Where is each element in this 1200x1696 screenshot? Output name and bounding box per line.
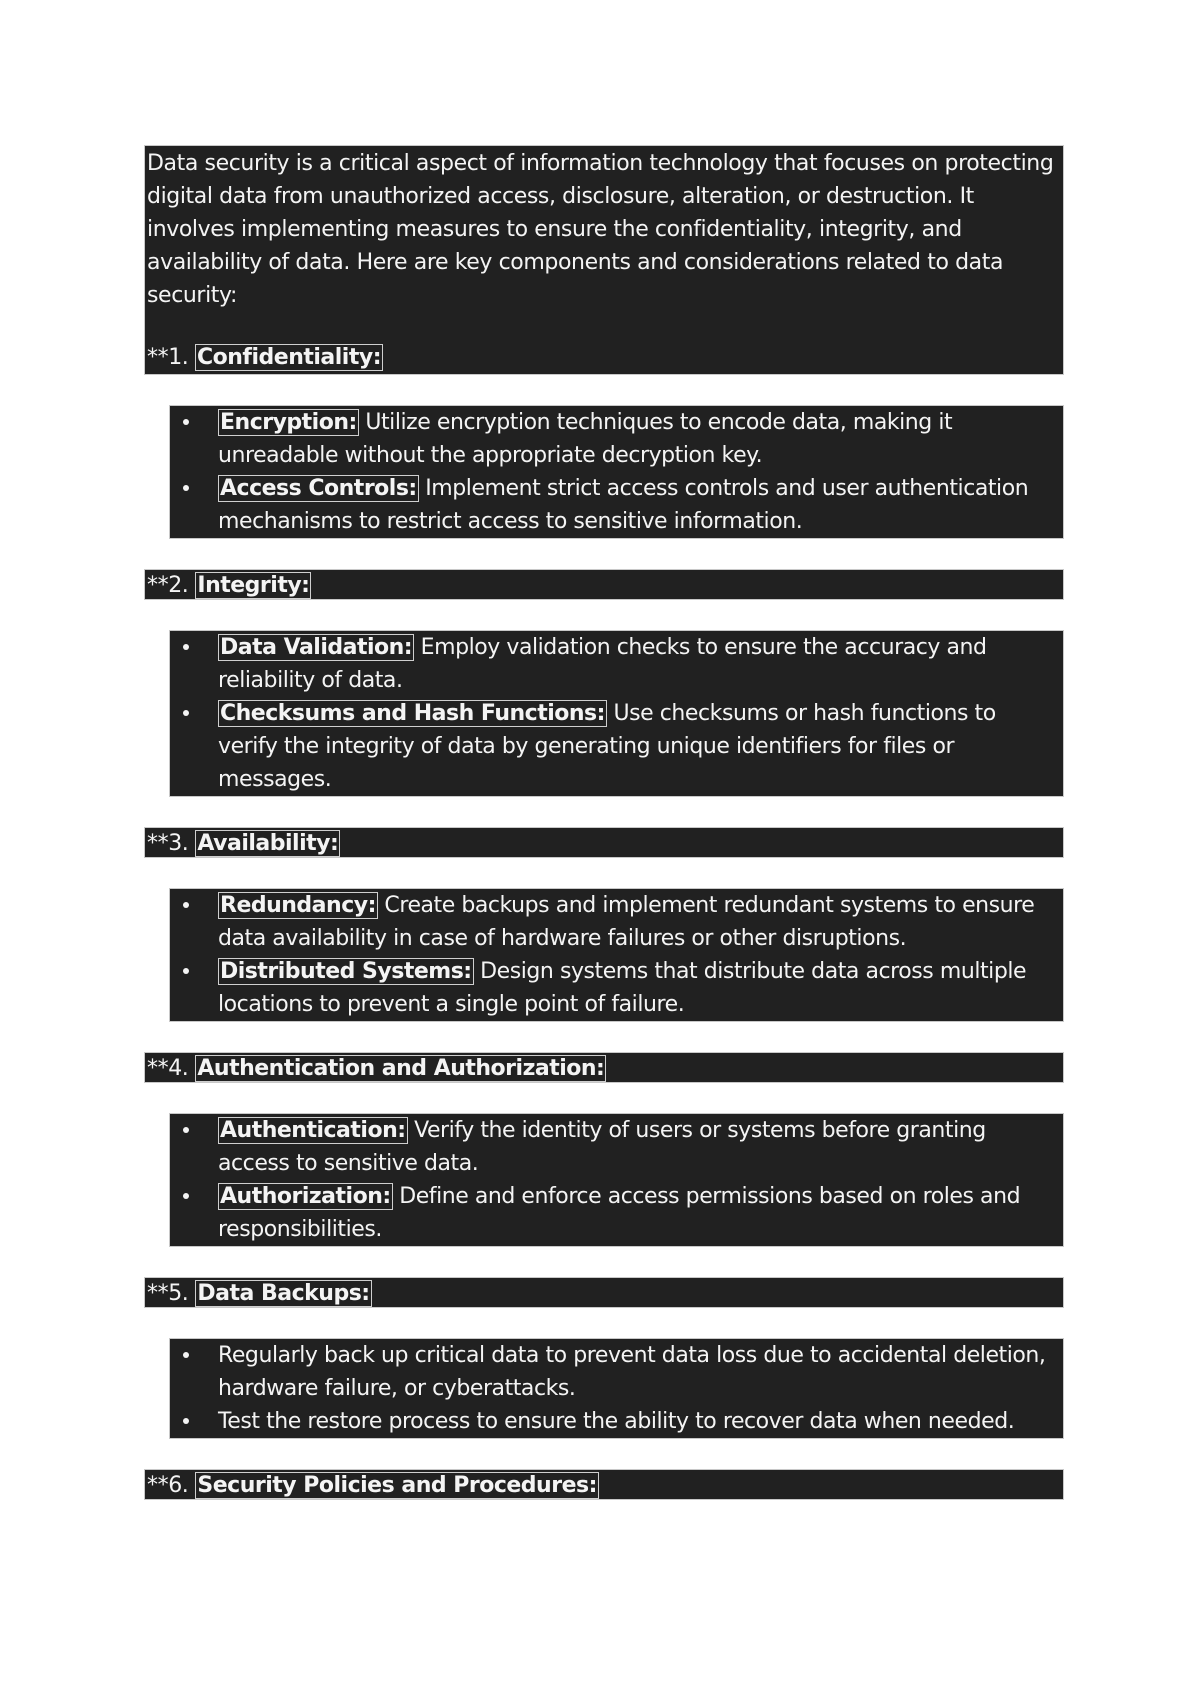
list-item xyxy=(170,697,1061,796)
item-text: Implement strict access controls and user authentication mechanisms to restrict access to sensitive information. xyxy=(218,476,1029,534)
item-term: Access Controls: xyxy=(220,476,417,501)
item-term: Encryption: xyxy=(220,410,357,435)
section-heading-2 xyxy=(144,569,1064,600)
list-item xyxy=(170,406,1061,472)
list-item xyxy=(170,889,1061,955)
section-heading-6 xyxy=(144,1469,1064,1500)
bullet-list-5 xyxy=(169,1338,1064,1439)
bullet-list-4 xyxy=(169,1113,1064,1247)
item-text: Create backups and implement redundant systems to ensure data availability in case of hardware failures or other disruptions. xyxy=(218,893,1035,951)
item-text: Use checksums or hash functions to verify the integrity of data by generating unique identifiers for files or messages. xyxy=(218,701,996,792)
section-title: Data Backups: xyxy=(197,1281,370,1306)
bullet-list-1 xyxy=(169,405,1064,539)
intro-paragraph: Data security is a critical aspect of information technology that focuses on protecting digital data from unauthorized access, disclosure, alteration, or destruction. It involves implementing measures to ensure the confidentiality, integrity, and availability of data. Here are key components and considerations related to data security: xyxy=(147,151,1054,308)
item-term: Distributed Systems: xyxy=(220,959,472,984)
document-body xyxy=(144,145,1064,1500)
item-text: Test the restore process to ensure the ability to recover data when needed. xyxy=(218,1409,1015,1434)
section-heading-3 xyxy=(144,827,1064,858)
section-title: Availability: xyxy=(197,831,339,856)
list-item xyxy=(170,955,1061,1021)
item-term: Authentication: xyxy=(220,1118,406,1143)
list-item xyxy=(170,1114,1061,1180)
item-term: Checksums and Hash Functions: xyxy=(220,701,605,726)
item-term: Data Validation: xyxy=(220,635,413,660)
bullet-list-3 xyxy=(169,888,1064,1022)
section-number: **5. xyxy=(147,1281,189,1306)
item-text: Employ validation checks to ensure the accuracy and reliability of data. xyxy=(218,635,987,693)
bullet-list-2 xyxy=(169,630,1064,797)
section-title: Authentication and Authorization: xyxy=(197,1056,605,1081)
item-term: Authorization: xyxy=(220,1184,391,1209)
section-title: Confidentiality: xyxy=(196,345,381,370)
list-item xyxy=(170,631,1061,697)
list-item xyxy=(170,1180,1061,1246)
item-text: Verify the identity of users or systems before granting access to sensitive data. xyxy=(218,1118,986,1176)
list-item xyxy=(170,1405,1061,1438)
list-item xyxy=(170,472,1061,538)
item-text: Utilize encryption techniques to encode data, making it unreadable without the appropriate decryption key. xyxy=(218,410,953,468)
item-text: Define and enforce access permissions based on roles and responsibilities. xyxy=(218,1184,1021,1242)
section-number: **3. xyxy=(147,831,189,856)
item-term: Redundancy: xyxy=(220,893,376,918)
section-number: **1. xyxy=(147,345,189,370)
section-title: Security Policies and Procedures: xyxy=(197,1473,597,1498)
item-text: Design systems that distribute data across multiple locations to prevent a single point of failure. xyxy=(218,959,1027,1017)
section-heading-5 xyxy=(144,1277,1064,1308)
section-heading-4 xyxy=(144,1052,1064,1083)
item-text: Regularly back up critical data to prevent data loss due to accidental deletion, hardware failure, or cyberattacks. xyxy=(218,1343,1046,1401)
section-heading-1 xyxy=(147,341,1061,374)
section-number: **4. xyxy=(147,1056,189,1081)
section-number: **2. xyxy=(147,573,189,598)
section-number: **6. xyxy=(147,1473,189,1498)
section-title: Integrity: xyxy=(197,573,310,598)
intro-block xyxy=(144,145,1064,375)
list-item xyxy=(170,1339,1061,1405)
